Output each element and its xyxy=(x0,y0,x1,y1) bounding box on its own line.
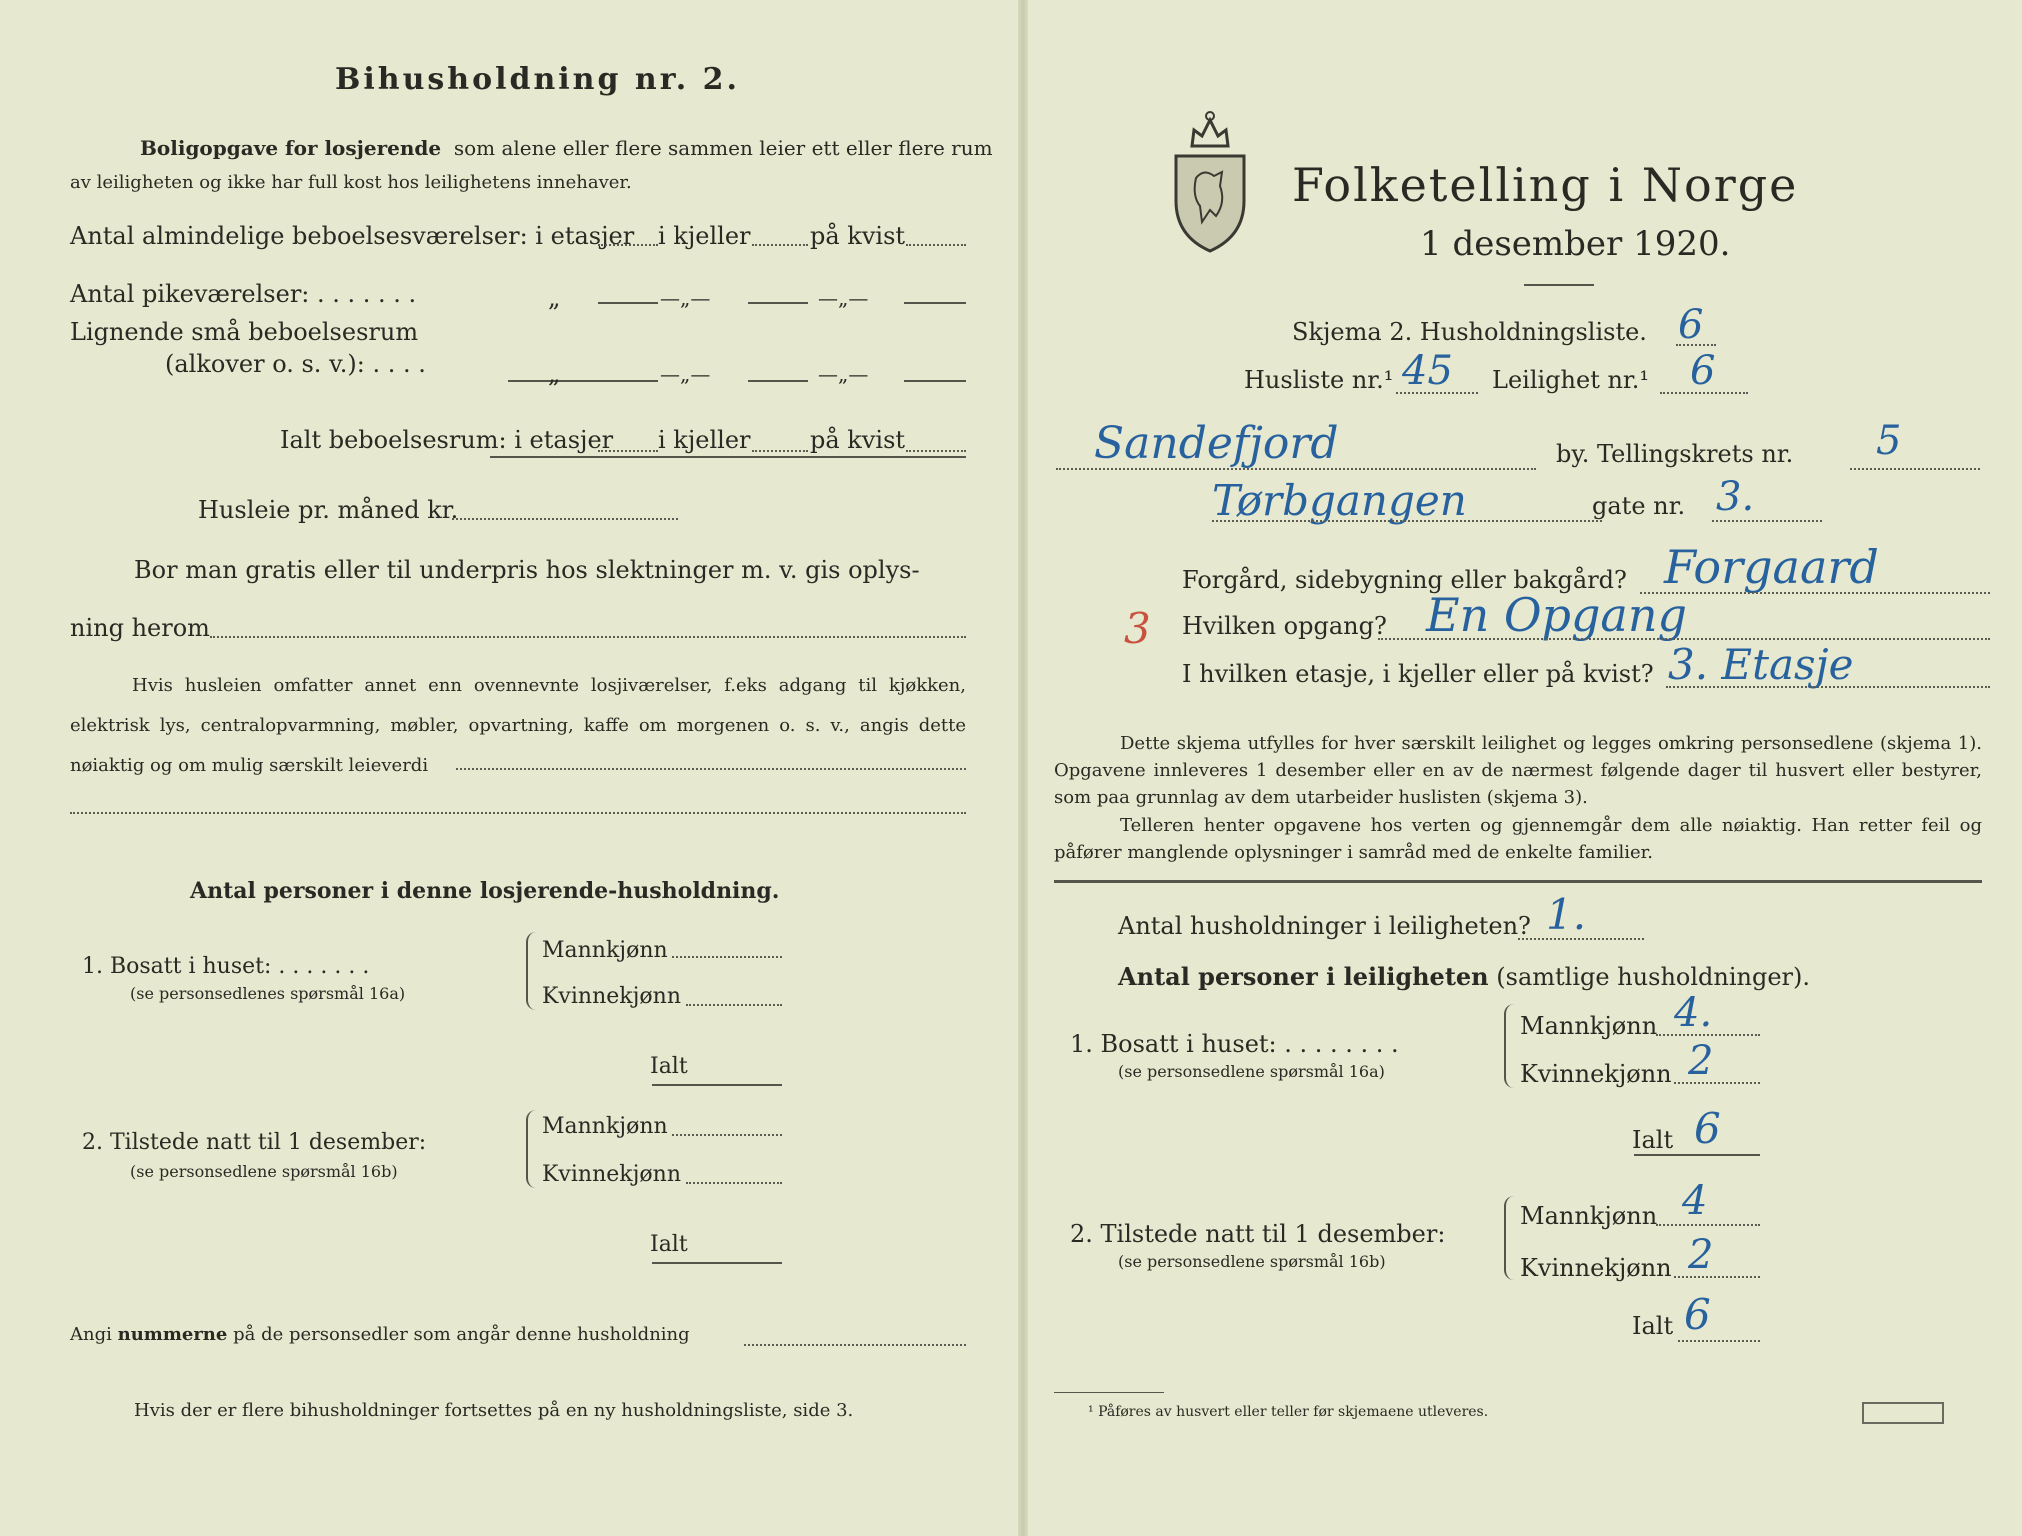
gate-value: 3. xyxy=(1716,474,1755,520)
entrance-label: Hvilken opgang? xyxy=(1182,612,1387,640)
total-rooms-label: Ialt beboelsesrum: i etasjer xyxy=(280,426,614,454)
form-date: 1 desember 1920. xyxy=(1420,224,1731,264)
printer-stamp xyxy=(1862,1402,1944,1424)
rooms-kvist-label: på kvist xyxy=(810,222,906,250)
maids-line-1 xyxy=(598,302,658,304)
total-kjeller-field xyxy=(752,450,808,452)
l-q1-female-field xyxy=(686,1004,782,1006)
husliste-value: 45 xyxy=(1402,348,1453,394)
floor-value: 3. Etasje xyxy=(1668,640,1854,689)
floor-field xyxy=(1666,686,1990,688)
city-field xyxy=(1056,468,1536,470)
section-rule xyxy=(1054,880,1982,883)
floor-label: I hvilken etasje, i kjeller eller på kvist? xyxy=(1182,660,1654,688)
small-line-2 xyxy=(748,380,808,382)
l-q1-total-line xyxy=(652,1084,782,1086)
maids-line-3 xyxy=(904,302,966,304)
small-line-3 xyxy=(904,380,966,382)
footnote: ¹ Påføres av husvert eller teller før skjemaene utleveres. xyxy=(1088,1404,1489,1420)
yard-label: Forgård, sidebygning eller bakgård? xyxy=(1182,566,1627,594)
city-value: Sandefjord xyxy=(1094,418,1339,469)
l-q2-female-field xyxy=(686,1182,782,1184)
footnote-rule xyxy=(1054,1392,1164,1393)
husliste-label: Husliste nr.¹ xyxy=(1244,366,1394,394)
husliste-field xyxy=(1396,392,1478,394)
l-q2-sub: (se personsedlene spørsmål 16b) xyxy=(130,1162,398,1181)
l-q2-male-label: Mannkjønn xyxy=(542,1114,668,1139)
small-line-1 xyxy=(508,380,658,382)
l-q2-male-field xyxy=(672,1134,782,1136)
rent-label: Husleie pr. måned kr. xyxy=(198,496,459,524)
r-q1-total-value: 6 xyxy=(1694,1104,1721,1153)
r-q2-female-field xyxy=(1674,1276,1760,1278)
rooms-kjeller-label: i kjeller xyxy=(658,222,751,250)
rooms-kvist-field xyxy=(906,244,966,246)
inclusions-text: Hvis husleien omfatter annet enn ovennevnte losjiværelser, f.eks adgang til kjøkken, elektrisk lys, centralopvarmning, møbler, opvartning, kaffe om morgenen o. s. v., angis dette nøiaktig og om mulig særskilt leieverdi xyxy=(70,675,966,776)
maids-ditto-3: —„— xyxy=(818,286,869,310)
maids-ditto-2: —„— xyxy=(660,286,711,310)
street-value: Tørbgangen xyxy=(1212,476,1467,525)
maids-ditto-1: „ xyxy=(548,284,561,312)
r-q1-female-value: 2 xyxy=(1688,1038,1714,1084)
r-q2-total-value: 6 xyxy=(1684,1290,1711,1339)
krets-value: 5 xyxy=(1876,418,1902,464)
l-q1-total-label: Ialt xyxy=(650,1054,688,1079)
total-kvist-field xyxy=(906,450,966,452)
right-page xyxy=(1028,0,2022,1536)
leilighet-value: 6 xyxy=(1690,348,1716,394)
gate-field xyxy=(1712,520,1822,522)
r-q2-brace xyxy=(1504,1196,1518,1280)
small-ditto-1: „ xyxy=(548,360,561,388)
intro-line-2: av leiligheten og ikke har full kost hos leilighetens innehaver. xyxy=(70,172,632,193)
l-q1-female-label: Kvinnekjønn xyxy=(542,984,681,1009)
r-q1-male-field xyxy=(1656,1034,1760,1036)
rent-field xyxy=(452,518,678,520)
title-rule xyxy=(1524,284,1594,286)
rooms-etasjer-field xyxy=(598,244,658,246)
total-etasjer-field xyxy=(598,450,658,452)
r-q2-label: 2. Tilstede natt til 1 desember: xyxy=(1070,1220,1446,1248)
r-q1-sub: (se personsedlene spørsmål 16a) xyxy=(1118,1062,1385,1081)
maids-label: Antal pikeværelser: . . . . . . . xyxy=(70,280,417,308)
inclusions-field-1 xyxy=(456,768,966,770)
gate-label: gate nr. xyxy=(1592,492,1686,520)
page-fold xyxy=(1018,0,1028,1536)
form-title: Folketelling i Norge xyxy=(1292,158,1799,212)
street-field xyxy=(1212,520,1602,522)
r-q2-male-value: 4 xyxy=(1682,1178,1708,1224)
intro-line-1: Boligopgave for losjerende som alene eller flere sammen leier ett eller flere rum xyxy=(140,136,993,160)
r-q1-brace xyxy=(1504,1004,1518,1088)
total-kjeller-label: i kjeller xyxy=(658,426,751,454)
instruction-1: Dette skjema utfylles for hver særskilt leilighet og legges omkring personsedlene (skjema 1). Opgavene innleveres 1 desember eller en av de nærmest følgende dager til husvert eller bestyrer, som paa grunnlag av dem utarbeider huslisten (skjema 3). xyxy=(1054,733,1982,808)
r-q1-male-value: 4. xyxy=(1674,990,1713,1036)
r-q2-total-field xyxy=(1678,1340,1760,1342)
households-field xyxy=(1518,938,1644,940)
leilighet-label: Leilighet nr.¹ xyxy=(1492,366,1650,394)
krets-field xyxy=(1850,468,1980,470)
l-q2-female-label: Kvinnekjønn xyxy=(542,1162,681,1187)
r-q2-female-label: Kvinnekjønn xyxy=(1520,1254,1672,1282)
numbers-field xyxy=(744,1344,966,1346)
instruction-2: Telleren henter opgavene hos verten og gjennemgår dem alle nøiaktig. Han retter feil og påfører manglende oplysninger i samråd med de enkelte familier. xyxy=(1054,815,1982,863)
maids-line-2 xyxy=(748,302,808,304)
l-q2-brace xyxy=(526,1110,540,1188)
inclusions-field-2 xyxy=(70,812,966,814)
by-label: by. Tellingskrets nr. xyxy=(1556,440,1794,468)
free-field xyxy=(210,636,966,638)
skjema-value: 6 xyxy=(1678,302,1704,348)
r-q1-female-label: Kvinnekjønn xyxy=(1520,1060,1672,1088)
yard-field xyxy=(1640,592,1990,594)
free-line-1: Bor man gratis eller til underpris hos slektninger m. v. gis oplys- xyxy=(134,556,920,584)
numbers-instruction: Angi nummerne på de personsedler som angår denne husholdning xyxy=(70,1324,690,1345)
small-rooms-label-1: Lignende små beboelsesrum xyxy=(70,318,419,346)
r-q1-male-label: Mannkjønn xyxy=(1520,1012,1658,1040)
skjema-field xyxy=(1676,344,1716,346)
l-q1-sub: (se personsedlenes spørsmål 16a) xyxy=(130,984,406,1003)
free-line-2: ning herom xyxy=(70,614,210,642)
r-q1-total-label: Ialt xyxy=(1632,1126,1674,1154)
persons-heading: Antal personer i denne losjerende-husholdning. xyxy=(190,878,780,904)
rooms-kjeller-field xyxy=(752,244,808,246)
r-q2-female-value: 2 xyxy=(1688,1232,1714,1278)
l-q2-total-label: Ialt xyxy=(650,1232,688,1257)
r-q2-male-label: Mannkjønn xyxy=(1520,1202,1658,1230)
r-q1-total-line xyxy=(1634,1154,1760,1156)
persons-heading-right: Antal personer i leiligheten (samtlige husholdninger). xyxy=(1118,962,1811,991)
l-q1-brace xyxy=(526,932,540,1010)
l-q1-label: 1. Bosatt i huset: . . . . . . . xyxy=(82,954,370,979)
l-q2-total-line xyxy=(652,1262,782,1264)
yard-value: Forgaard xyxy=(1664,540,1879,594)
small-rooms-label-2: (alkover o. s. v.): . . . . xyxy=(165,350,426,378)
r-q1-female-field xyxy=(1674,1082,1760,1084)
rooms-label: Antal almindelige beboelsesværelser: i etasjer xyxy=(70,222,635,250)
r-q1-label: 1. Bosatt i huset: . . . . . . . . xyxy=(1070,1030,1399,1058)
households-value: 1. xyxy=(1546,890,1587,939)
coat-of-arms-icon xyxy=(1170,106,1250,256)
r-q2-sub: (se personsedlene spørsmål 16b) xyxy=(1118,1252,1386,1271)
l-q1-male-label: Mannkjønn xyxy=(542,938,668,963)
left-footer: Hvis der er flere bihusholdninger fortsettes på en ny husholdningsliste, side 3. xyxy=(134,1400,854,1421)
l-q1-male-field xyxy=(672,956,782,958)
entrance-value: En Opgang xyxy=(1426,588,1687,642)
skjema-label: Skjema 2. Husholdningsliste. xyxy=(1292,318,1647,346)
left-heading: Bihusholdning nr. 2. xyxy=(335,62,740,97)
households-label: Antal husholdninger i leiligheten? xyxy=(1118,912,1531,940)
l-q2-label: 2. Tilstede natt til 1 desember: xyxy=(82,1130,427,1155)
total-kvist-label: på kvist xyxy=(810,426,906,454)
small-ditto-2: —„— xyxy=(660,362,711,386)
leilighet-field xyxy=(1660,392,1748,394)
small-ditto-3: —„— xyxy=(818,362,869,386)
r-q2-total-label: Ialt xyxy=(1632,1312,1674,1340)
r-q2-male-field xyxy=(1656,1224,1760,1226)
total-rooms-underline xyxy=(490,456,966,458)
margin-mark: 3 xyxy=(1124,604,1151,653)
